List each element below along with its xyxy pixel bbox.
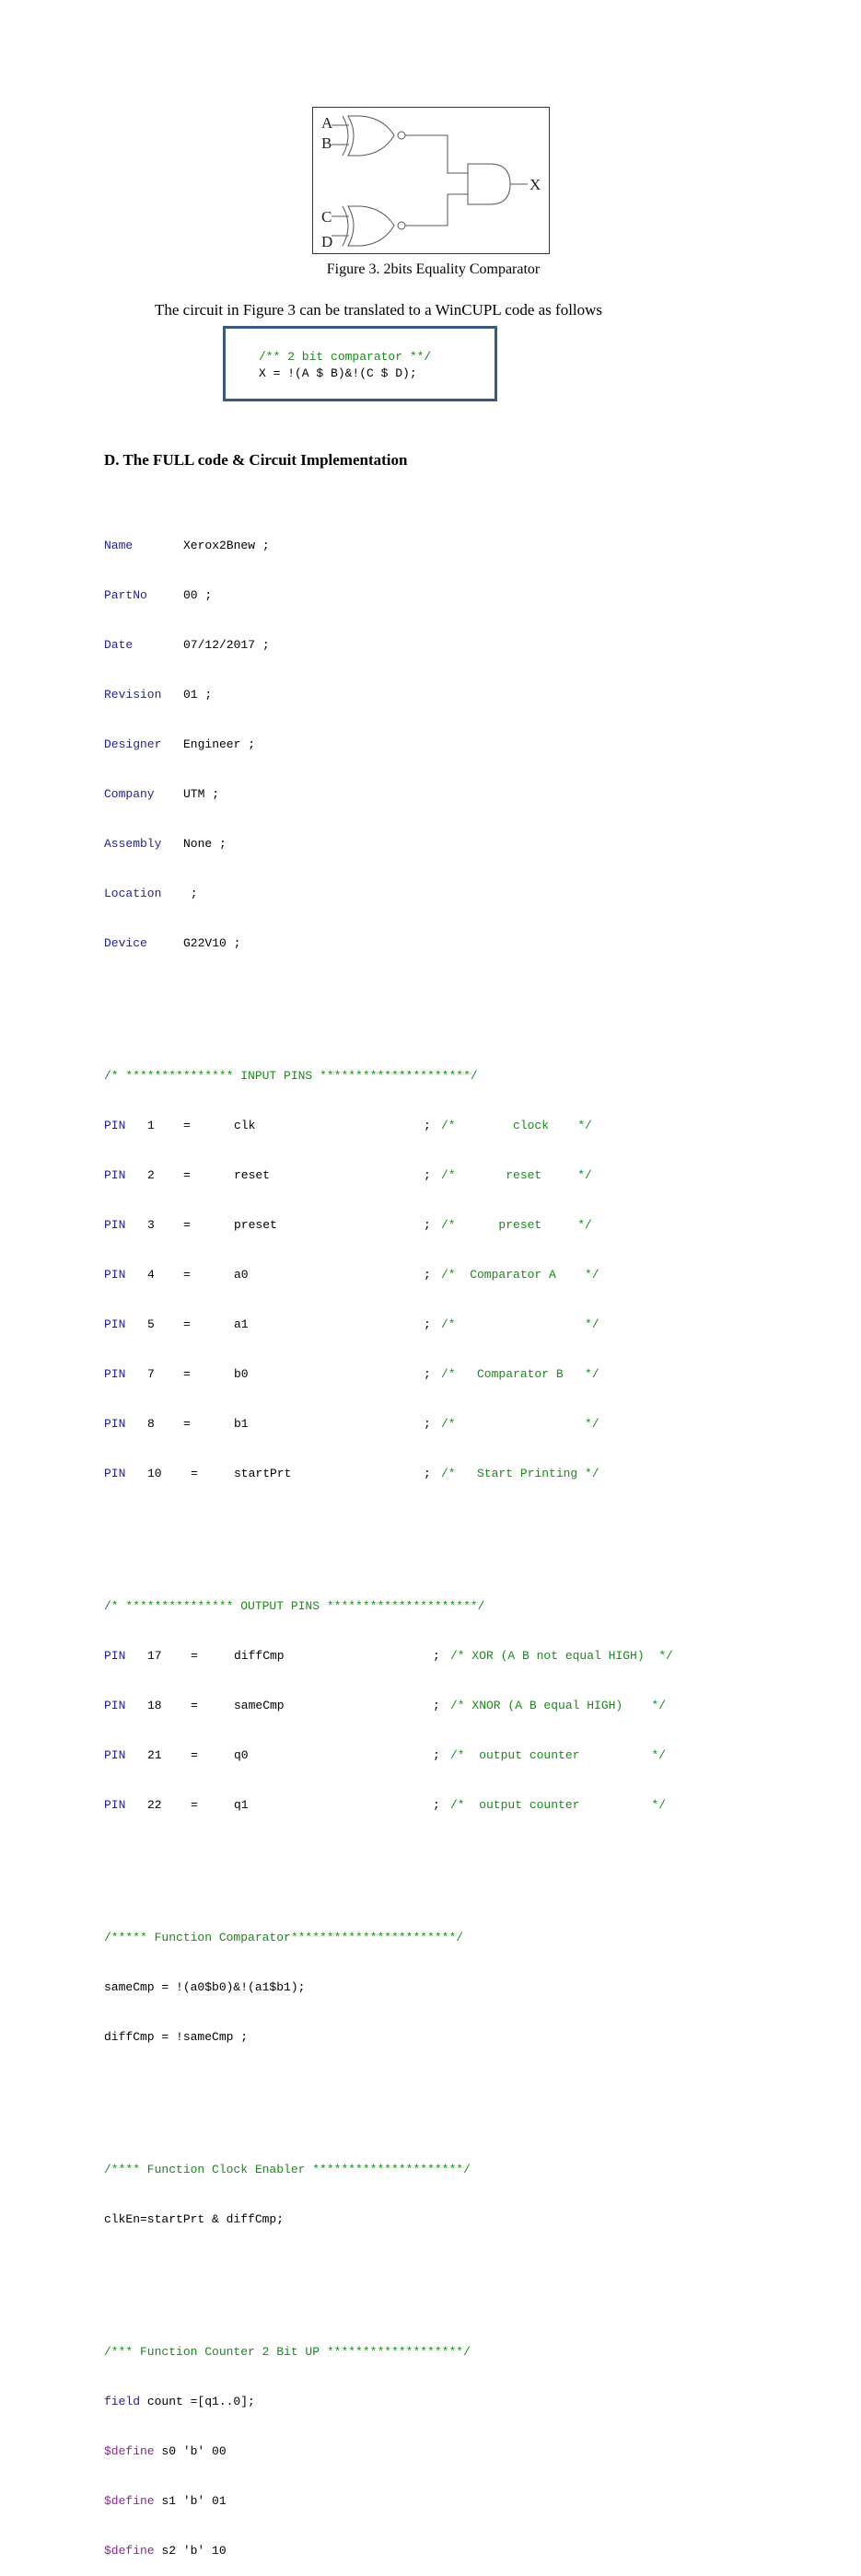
header-field-row bbox=[104, 836, 484, 853]
define-body: s1 'b' 01 bbox=[154, 2494, 227, 2508]
input-label-a: A bbox=[321, 114, 333, 132]
field-value: UTM ; bbox=[183, 787, 220, 801]
pin-comment: /* preset */ bbox=[441, 1218, 592, 1232]
field-value: 00 ; bbox=[183, 588, 213, 602]
pin-equals: = bbox=[191, 1467, 198, 1480]
pin-number: 22 bbox=[147, 1798, 162, 1812]
pin-number: 17 bbox=[147, 1649, 162, 1663]
xnor-gate-bottom-back-curve bbox=[343, 206, 348, 246]
pin-row bbox=[104, 1317, 599, 1333]
pin-keyword: PIN bbox=[104, 1649, 126, 1663]
pin-keyword: PIN bbox=[104, 1367, 126, 1381]
field-key: Company bbox=[104, 787, 155, 801]
pin-keyword: PIN bbox=[104, 1467, 126, 1480]
pin-name: diffCmp bbox=[234, 1649, 285, 1663]
field-value: 01 ; bbox=[183, 688, 213, 702]
header-field-row bbox=[104, 737, 484, 753]
pin-number: 21 bbox=[147, 1748, 162, 1762]
intro-paragraph: The circuit in Figure 3 can be translated to a WinCUPL code as follows bbox=[155, 301, 603, 319]
field-value: Xerox2Bnew ; bbox=[183, 539, 270, 552]
field-value: None ; bbox=[183, 837, 227, 851]
code-snippet-expression: X = !(A $ B)&!(C $ D); bbox=[259, 366, 417, 380]
pin-keyword: PIN bbox=[104, 1317, 126, 1331]
pin-keyword: PIN bbox=[104, 1699, 126, 1712]
define-keyword: $define bbox=[104, 2444, 155, 2458]
blank-line bbox=[104, 2261, 484, 2278]
pin-semicolon: ; bbox=[424, 1218, 431, 1232]
pin-semicolon: ; bbox=[433, 1748, 440, 1762]
pin-number: 1 bbox=[147, 1119, 155, 1132]
pin-comment: /* output counter */ bbox=[450, 1748, 667, 1762]
input-label-c: C bbox=[321, 208, 332, 226]
pin-row bbox=[104, 1366, 599, 1383]
blank-line bbox=[104, 985, 484, 1002]
input-label-d: D bbox=[321, 233, 333, 250]
header-field-row bbox=[104, 687, 484, 703]
pin-name: reset bbox=[234, 1168, 271, 1182]
field-value: ; bbox=[183, 887, 198, 900]
blank-line bbox=[104, 1515, 484, 1532]
field-value: Engineer ; bbox=[183, 737, 256, 751]
output-label-x: X bbox=[529, 176, 541, 193]
code-listing bbox=[104, 488, 673, 2576]
pin-semicolon: ; bbox=[424, 1417, 431, 1431]
define-body: s2 'b' 10 bbox=[154, 2544, 227, 2558]
output-pins-header: /* *************** OUTPUT PINS *********************/ bbox=[104, 1599, 485, 1613]
define-body: s0 'b' 00 bbox=[154, 2444, 227, 2458]
define-keyword: $define bbox=[104, 2494, 155, 2508]
pin-name: a0 bbox=[234, 1268, 249, 1282]
pin-semicolon: ; bbox=[424, 1119, 431, 1132]
pin-equals: = bbox=[183, 1119, 191, 1132]
pin-semicolon: ; bbox=[424, 1367, 431, 1381]
pin-equals: = bbox=[191, 1699, 198, 1712]
pin-comment: /* XOR (A B not equal HIGH) */ bbox=[450, 1649, 673, 1663]
pin-equals: = bbox=[191, 1798, 198, 1812]
pin-equals: = bbox=[183, 1218, 191, 1232]
field-declaration: count =[q1..0]; bbox=[140, 2395, 255, 2408]
code-line bbox=[104, 2493, 484, 2510]
pin-name: startPrt bbox=[234, 1467, 292, 1480]
pin-name: a1 bbox=[234, 1317, 249, 1331]
function-counter-header: /*** Function Counter 2 Bit UP *******************/ bbox=[104, 2345, 471, 2359]
xnor-gate-top bbox=[348, 116, 394, 156]
pin-semicolon: ; bbox=[433, 1649, 440, 1663]
code-line bbox=[104, 2394, 484, 2410]
pin-number: 18 bbox=[147, 1699, 162, 1712]
pin-comment: /* Comparator B */ bbox=[441, 1367, 599, 1381]
xnor-gate-top-bubble bbox=[398, 132, 405, 139]
function-comparator-header: /***** Function Comparator***********************/ bbox=[104, 1931, 464, 1944]
input-pins-header: /* *************** INPUT PINS *********************/ bbox=[104, 1069, 478, 1083]
pin-number: 4 bbox=[147, 1268, 155, 1282]
field-key: Device bbox=[104, 936, 147, 950]
pin-equals: = bbox=[183, 1317, 191, 1331]
blank-line bbox=[104, 1847, 484, 1863]
header-field-row bbox=[104, 587, 484, 604]
pin-row bbox=[104, 1267, 599, 1283]
pin-keyword: PIN bbox=[104, 1168, 126, 1182]
pin-row bbox=[104, 1648, 673, 1665]
pin-keyword: PIN bbox=[104, 1268, 126, 1282]
pin-number: 3 bbox=[147, 1218, 155, 1232]
code-snippet-comment: /** 2 bit comparator **/ bbox=[259, 350, 432, 364]
pin-equals: = bbox=[191, 1748, 198, 1762]
pin-row bbox=[104, 1698, 667, 1714]
header-field-row bbox=[104, 935, 484, 952]
header-field-row bbox=[104, 786, 484, 803]
code-snippet-box bbox=[223, 326, 497, 401]
field-key: PartNo bbox=[104, 588, 147, 602]
code-line bbox=[104, 2543, 484, 2559]
and-gate bbox=[468, 164, 510, 204]
field-key: Date bbox=[104, 638, 134, 652]
pin-keyword: PIN bbox=[104, 1119, 126, 1132]
pin-number: 10 bbox=[147, 1467, 162, 1480]
field-key: Location bbox=[104, 887, 162, 900]
pin-number: 5 bbox=[147, 1317, 155, 1331]
pin-name: b0 bbox=[234, 1367, 249, 1381]
pin-semicolon: ; bbox=[424, 1268, 431, 1282]
pin-name: preset bbox=[234, 1218, 277, 1232]
pin-comment: /* */ bbox=[441, 1317, 599, 1331]
pin-keyword: PIN bbox=[104, 1218, 126, 1232]
pin-row bbox=[104, 1797, 667, 1814]
pin-comment: /* clock */ bbox=[441, 1119, 592, 1132]
pin-name: q0 bbox=[234, 1748, 249, 1762]
pin-keyword: PIN bbox=[104, 1748, 126, 1762]
pin-semicolon: ; bbox=[424, 1317, 431, 1331]
field-value: 07/12/2017 ; bbox=[183, 638, 270, 652]
code-line: clkEn=startPrt & diffCmp; bbox=[104, 2212, 285, 2226]
pin-equals: = bbox=[183, 1417, 191, 1431]
pin-row bbox=[104, 1167, 592, 1184]
input-label-b: B bbox=[321, 134, 332, 152]
pin-keyword: PIN bbox=[104, 1417, 126, 1431]
xnor-gate-top-back-curve bbox=[343, 116, 348, 156]
pin-name: sameCmp bbox=[234, 1699, 285, 1712]
header-field-row bbox=[104, 886, 484, 902]
pin-semicolon: ; bbox=[424, 1168, 431, 1182]
pin-name: b1 bbox=[234, 1417, 249, 1431]
pin-row bbox=[104, 1416, 599, 1433]
figure-caption: Figure 3. 2bits Equality Comparator bbox=[326, 261, 541, 277]
figure-frame bbox=[312, 107, 550, 254]
section-heading: D. The FULL code & Circuit Implementation bbox=[104, 451, 408, 469]
pin-comment: /* XNOR (A B equal HIGH) */ bbox=[450, 1699, 667, 1712]
pin-name: clk bbox=[234, 1119, 256, 1132]
field-keyword: field bbox=[104, 2395, 141, 2408]
field-key: Revision bbox=[104, 688, 162, 702]
define-keyword: $define bbox=[104, 2544, 155, 2558]
pin-semicolon: ; bbox=[433, 1798, 440, 1812]
pin-equals: = bbox=[183, 1268, 191, 1282]
header-field-row bbox=[104, 538, 484, 554]
xnor-gate-bottom-bubble bbox=[398, 222, 405, 229]
field-value: G22V10 ; bbox=[183, 936, 241, 950]
code-line: sameCmp = !(a0$b0)&!(a1$b1); bbox=[104, 1980, 306, 1994]
pin-comment: /* */ bbox=[441, 1417, 599, 1431]
pin-row bbox=[104, 1217, 592, 1234]
pin-comment: /* Start Printing */ bbox=[441, 1467, 599, 1480]
pin-name: q1 bbox=[234, 1798, 249, 1812]
pin-equals: = bbox=[191, 1649, 198, 1663]
code-line: diffCmp = !sameCmp ; bbox=[104, 2030, 249, 2044]
pin-number: 7 bbox=[147, 1367, 155, 1381]
pin-semicolon: ; bbox=[433, 1699, 440, 1712]
function-clock-header: /**** Function Clock Enabler *********************/ bbox=[104, 2163, 471, 2176]
field-key: Designer bbox=[104, 737, 162, 751]
pin-equals: = bbox=[183, 1168, 191, 1182]
pin-number: 8 bbox=[147, 1417, 155, 1431]
pin-row bbox=[104, 1118, 592, 1134]
blank-line bbox=[104, 2079, 484, 2095]
pin-equals: = bbox=[183, 1367, 191, 1381]
comparator-circuit-diagram bbox=[313, 108, 549, 253]
pin-comment: /* Comparator A */ bbox=[441, 1268, 599, 1282]
pin-keyword: PIN bbox=[104, 1798, 126, 1812]
pin-row bbox=[104, 1466, 599, 1482]
pin-row bbox=[104, 1747, 667, 1764]
code-line bbox=[104, 2443, 484, 2460]
pin-number: 2 bbox=[147, 1168, 155, 1182]
xnor-gate-bottom bbox=[348, 206, 394, 246]
field-key: Name bbox=[104, 539, 134, 552]
field-key: Assembly bbox=[104, 837, 162, 851]
pin-comment: /* output counter */ bbox=[450, 1798, 667, 1812]
header-field-row bbox=[104, 637, 484, 654]
pin-comment: /* reset */ bbox=[441, 1168, 592, 1182]
pin-semicolon: ; bbox=[424, 1467, 431, 1480]
